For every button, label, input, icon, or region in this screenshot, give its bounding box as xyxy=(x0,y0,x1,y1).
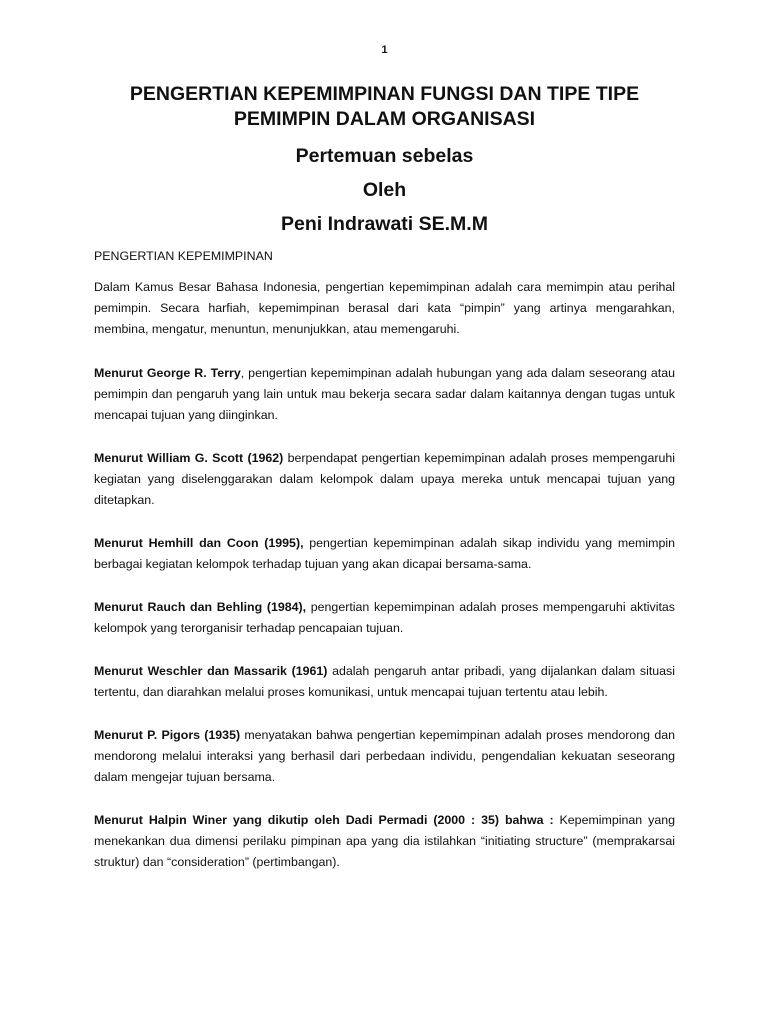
page-number: 1 xyxy=(381,44,388,56)
paragraph xyxy=(94,533,675,575)
meeting-label: Pertemuan sebelas xyxy=(295,145,474,167)
paragraph-lead: Menurut Halpin Winer yang dikutip oleh Dadi Permadi (2000 : 35) bahwa : xyxy=(94,813,554,827)
paragraph-lead: Menurut P. Pigors (1935) xyxy=(94,728,241,742)
paragraph-text: adalah pengaruh antar pribadi, yang dijalankan dalam situasi tertentu, dan diarahkan melalui proses komunikasi, untuk mencapai tujuan tertentu atau lebih. xyxy=(94,664,675,699)
by-label: Oleh xyxy=(362,179,407,201)
paragraph-lead: Menurut William G. Scott (1962) xyxy=(94,451,284,465)
paragraph-lead: Menurut Weschler dan Massarik (1961) xyxy=(94,664,328,678)
paragraph xyxy=(94,277,675,340)
paragraph-lead: Menurut Rauch dan Behling (1984), xyxy=(94,600,307,614)
author-name: Peni Indrawati SE.M.M xyxy=(281,213,488,235)
paragraph-lead: Menurut George R. Terry xyxy=(94,366,241,380)
title-line-1: PENGERTIAN KEPEMIMPINAN FUNGSI DAN TIPE TIPE xyxy=(129,83,640,105)
paragraph xyxy=(94,363,675,426)
paragraph-text: berpendapat pengertian kepemimpinan adalah proses mempengaruhi kegiatan yang diselenggarakan dalam kelompok dalam upaya mereka untuk mencapai tujuan yang ditetapkan. xyxy=(94,451,675,507)
title-line-2: PEMIMPIN DALAM ORGANISASI xyxy=(233,108,536,130)
paragraph-text: Dalam Kamus Besar Bahasa Indonesia, pengertian kepemimpinan adalah cara memimpin atau perihal pemimpin. Secara harfiah, kepemimpinan berasal dari kata “pimpin” yang artinya mengarahkan, membina, mengatur, menuntun, menunjukkan, atau memengaruhi. xyxy=(94,280,675,336)
document-title xyxy=(94,82,675,132)
section-heading: PENGERTIAN KEPEMIMPINAN xyxy=(94,249,273,263)
paragraph-lead: Menurut Hemhill dan Coon (1995), xyxy=(94,536,304,550)
paragraph xyxy=(94,661,675,703)
paragraph-text: pengertian kepemimpinan adalah proses mempengaruhi aktivitas kelompok yang terorganisir terhadap pencapaian tujuan. xyxy=(94,600,675,635)
paragraph-text: pengertian kepemimpinan adalah sikap individu yang memimpin berbagai kegiatan kelompok terhadap tujuan yang akan dicapai bersama-sama. xyxy=(94,536,675,571)
paragraph xyxy=(94,597,675,639)
paragraph xyxy=(94,448,675,511)
paragraph-text: , pengertian kepemimpinan adalah hubungan yang ada dalam seseorang atau pemimpin dan pengaruh yang lain untuk mau bekerja secara sadar dalam kaitannya dengan tugas untuk mencapai tujuan yang diinginkan. xyxy=(94,366,675,422)
paragraph-text: Kepemimpinan yang menekankan dua dimensi perilaku pimpinan apa yang dia istilahkan “initiating structure” (memprakarsai struktur) dan “consideration” (pertimbangan). xyxy=(94,813,675,869)
paragraph xyxy=(94,810,675,873)
paragraph xyxy=(94,725,675,788)
paragraph-text: menyatakan bahwa pengertian kepemimpinan adalah proses mendorong dan mendorong melalui interaksi yang berhasil dari perbedaan individu, pengendalian kekuatan seseorang dalam mengejar tujuan bersama. xyxy=(94,728,675,784)
